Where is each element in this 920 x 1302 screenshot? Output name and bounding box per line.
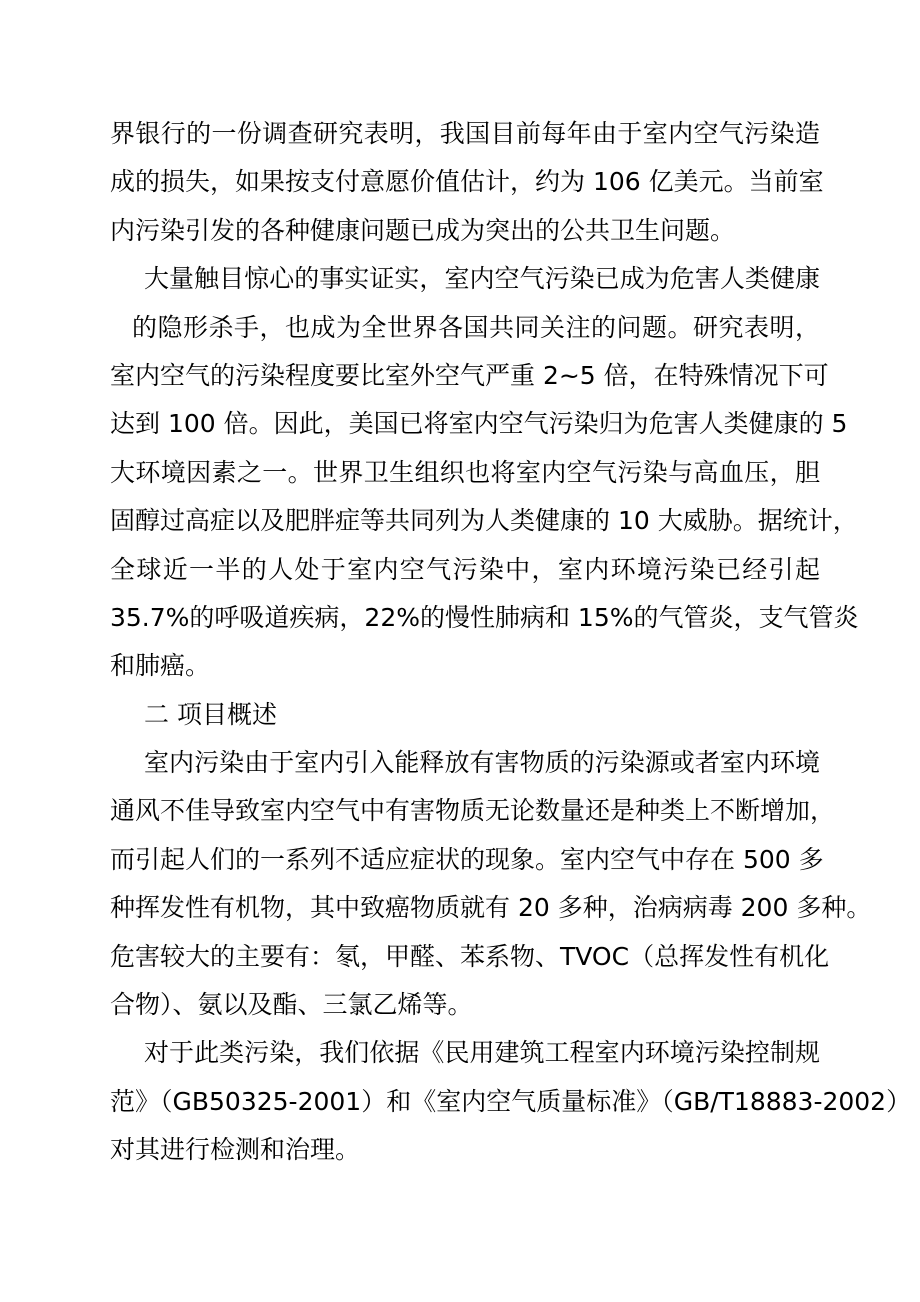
paragraph-3	[110, 739, 872, 1029]
text-line: 界银行的一份调查研究表明，我国目前每年由于室内空气污染造	[110, 119, 820, 148]
section-heading-text: 二 项目概述	[144, 699, 277, 729]
text-line: 合物）、氨以及酯、三氯乙烯等。	[110, 990, 473, 1020]
text-line: 危害较大的主要有：氡，甲醛、苯系物、TVOC（总挥发性有机化	[110, 941, 830, 971]
text-line: 固醇过高症以及肥胖症等共同列为人类健康的 10 大威胁。据统计，	[110, 506, 858, 536]
document-body	[110, 110, 912, 1175]
text-line: 内污染引发的各种健康问题已成为突出的公共卫生问题。	[110, 215, 736, 245]
text-line: 大量触目惊心的事实证实，室内空气污染已成为危害人类健康	[144, 264, 820, 294]
text-line: 而引起人们的一系列不适应症状的现象。室内空气中存在 500 多	[110, 844, 824, 874]
text-line: 对于此类污染，我们依据《民用建筑工程室内环境污染控制规	[144, 1038, 820, 1068]
text-line: 成的损失，如果按支付意愿价值估计，约为 106 亿美元。当前室	[110, 167, 824, 197]
text-line: 范》（GB50325-2001）和《室内空气质量标准》（GB/T18883-2002）	[110, 1086, 912, 1116]
text-line: 室内污染由于室内引入能释放有害物质的污染源或者室内环境	[144, 748, 820, 778]
paragraph-2	[110, 255, 859, 691]
text-line: 种挥发性有机物，其中致癌物质就有 20 多种，治病病毒 200 多种。	[110, 893, 872, 923]
text-line: 室内空气的污染程度要比室外空气严重 2~5 倍，在特殊情况下可	[110, 360, 829, 390]
paragraph-4	[110, 1029, 912, 1174]
text-line: 35.7%的呼吸道疾病，22%的慢性肺病和 15%的气管炎，支气管炎	[110, 602, 859, 632]
text-line: 大环境因素之一。世界卫生组织也将室内空气污染与高血压，胆	[110, 457, 820, 487]
paragraph-1	[110, 110, 824, 255]
text-line: 达到 100 倍。因此，美国已将室内空气污染归为危害人类健康的 5	[110, 409, 848, 439]
section-heading	[110, 691, 820, 739]
text-line: 对其进行检测和治理。	[110, 1135, 361, 1165]
text-line: 和肺癌。	[110, 651, 211, 681]
text-line: 通风不佳导致室内空气中有害物质无论数量还是种类上不断增加，	[110, 796, 836, 826]
text-line: 全球近一半的人处于室内空气污染中，室内环境污染已经引起	[110, 554, 820, 584]
text-line: 的隐形杀手，也成为全世界各国共同关注的问题。研究表明，	[132, 312, 820, 342]
